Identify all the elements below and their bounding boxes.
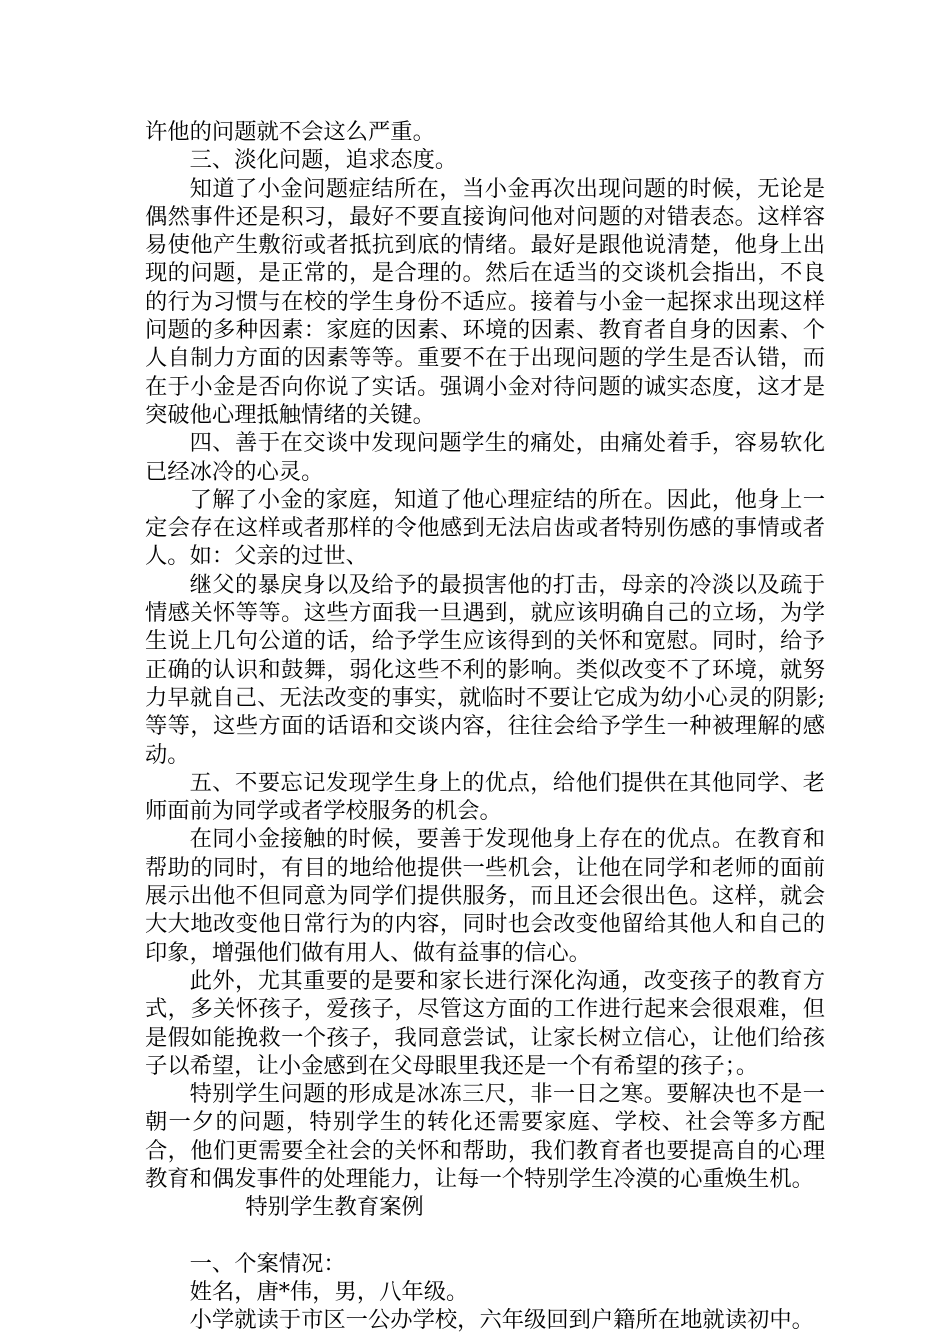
case-school-line: 小学就读于市区一公办学校，六年级回到户籍所在地就读初中。	[189, 1307, 814, 1334]
section-heading-3: 三、淡化问题，追求态度。	[189, 147, 458, 174]
paragraph-8: 在同小金接触的时候，要善于发现他身上存在的优点。在教育和帮助的同时，有目的地给他提供一些机会，让他在同学和老师的面前展示出他不但同意为同学们提供服务，而且还会很出色。这样，就会大大地改变他日常行为的内容，同时也会改变他留给其他人和自己的印象，增强他们做有用人、做有益事的信心。	[145, 826, 825, 966]
paragraph-1: 许他的问题就不会这么严重。	[145, 119, 435, 145]
paragraph-9: 此外，尤其重要的是要和家长进行深化沟通，改变孩子的教育方式，多关怀孩子，爱孩子，尽管这方面的工作进行起来会很艰难，但是假如能挽救一个孩子，我同意尝试，让家长树立信心，让他们给孩子以希望，让小金感到在父母眼里我还是一个有希望的孩子；。	[145, 967, 825, 1079]
paragraph-3: 知道了小金问题症结所在，当小金再次出现问题的时候，无论是偶然事件还是积习，最好不要直接询问他对问题的对错表态。这样容易使他产生敷衍或者抵抗到底的情绪。最好是跟他说清楚，他身上出现的问题，是正常的，是合理的。然后在适当的交谈机会指出，不良的行为习惯与在校的学生身份不适应。接着与小金一起探求出现这样问题的多种因素：家庭的因素、环境的因素、教育者自身的因素、个人自制力方面的因素等等。重要不在于出现问题的学生是否认错，而在于小金是否向你说了实话。强调小金对待问题的诚实态度，这才是突破他心理抵触情绪的关键。	[145, 175, 825, 428]
case-name-line: 姓名，唐*伟，男，八年级。	[189, 1279, 469, 1306]
section-heading-4: 四、善于在交谈中发现问题学生的痛处，由痛处着手，容易软化已经冰冷的心灵。	[145, 430, 825, 485]
section-heading-5: 五、不要忘记发现学生身上的优点，给他们提供在其他同学、老师面前为同学或者学校服务的机会。	[145, 769, 825, 825]
paragraph-6: 继父的暴戾身以及给予的最损害他的打击，母亲的冷淡以及疏于情感关怀等等。这些方面我一旦遇到，就应该明确自己的立场，为学生说上几句公道的话，给予学生应该得到的关怀和宽慰。同时，给予正确的认识和鼓舞，弱化这些不利的影响。类似改变不了环境，就努力早就自己、无法改变的事实，就临时不要让它成为幼小心灵的阴影;等等，这些方面的话语和交谈内容，往往会给予学生一种被理解的感动。	[145, 571, 825, 768]
paragraph-10: 特别学生问题的形成是冰冻三尺，非一日之寒。要解决也不是一朝一夕的问题，特别学生的转化还需要家庭、学校、社会等多方配合，他们更需要全社会的关怀和帮助，我们教育者也要提高自的心理教育和偶发事件的处理能力，让每一个特别学生冷漠的心重焕生机。	[145, 1081, 825, 1192]
paragraph-5: 了解了小金的家庭，知道了他心理症结的所在。因此，他身上一定会存在这样或者那样的令他感到无法启齿或者特别伤感的事情或者人。如：父亲的过世、	[145, 486, 825, 570]
document-page	[145, 118, 825, 1335]
case-title: 特别学生教育案例	[245, 1194, 424, 1221]
case-section-heading: 一、个案情况：	[189, 1250, 346, 1277]
blank-line	[145, 1222, 825, 1250]
